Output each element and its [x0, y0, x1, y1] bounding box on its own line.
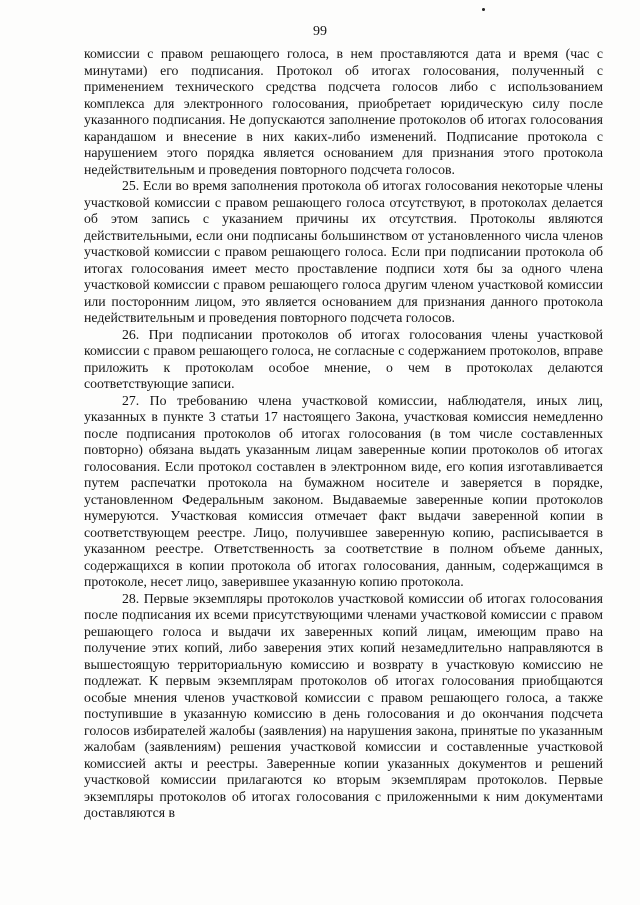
paragraph-item-28: 28. Первые экземпляры протоколов участковой комиссии об итогах голосования после подписания их всеми присутствующими членами участковой комиссии с правом решающего голоса и выдачи их заверенных копий лицам, имеющим право на получение этих копий, либо заверения этих копий незамедлительно направляются в вышестоящую территориальную комиссию и возврату в участковую комиссию не подлежат. К первым экземплярам протоколов об итогах голосования приобщаются особые мнения членов участковой комиссии с правом решающего голоса, а также поступившие в указанную комиссию в день голосования и до окончания подсчета голосов избирателей жалобы (заявления) на нарушения закона, принятые по указанным жалобам (заявлениям) решения участковой комиссии и составленные участковой комиссией акты и реестры. Заверенные копии указанных документов и решений участковой комиссии прилагаются ко вторым экземплярам протоколов. Первые экземпляры протоколов об итогах голосования с приложенными к ним документами доставляются в — [84, 590, 603, 820]
page-number: 99 — [313, 24, 327, 39]
scan-speck-mark — [482, 8, 485, 11]
paragraph-continuation: комиссии с правом решающего голоса, в нем проставляются дата и время (час с минутами) его подписания. Протокол об итогах голосования, полученный с применением технического средства подсчета голосов либо с использованием комплекса для электронного голосования, приобретает юридическую силу после указанного подписания. Не допускаются заполнение протоколов об итогах голосования карандашом и внесение в них каких-либо изменений. Подписание протокола с нарушением этого порядка является основанием для признания этого протокола недействительным и проведения повторного подсчета голосов. — [84, 46, 603, 177]
paragraph-item-27: 27. По требованию члена участковой комиссии, наблюдателя, иных лиц, указанных в пункте 3 статьи 17 настоящего Закона, участковая комиссия немедленно после подписания протоколов об итогах голосования (в том числе составленных повторно) обязана выдать указанным лицам заверенные копии протоколов об итогах голосования. Если протокол составлен в электронном виде, его копия изготавливается путем распечатки протокола на бумажном носителе и заверяется в порядке, установленном Федеральным законом. Выдаваемые заверенные копии протоколов нумеруются. Участковая комиссия отмечает факт выдачи заверенной копии в соответствующем реестре. Лицо, получившее заверенную копию, расписывается в указанном реестре. Ответственность за соответствие в полном объеме данных, содержащихся в копии протокола об итогах голосования, данным, содержащимся в протоколе, несет лицо, заверившее указанную копию протокола. — [84, 392, 603, 589]
paragraph-item-25: 25. Если во время заполнения протокола об итогах голосования некоторые члены участковой комиссии с правом решающего голоса отсутствуют, в протоколах делается об этом запись с указанием причины их отсутствия. Протоколы являются действительными, если они подписаны большинством от установленного числа членов участковой комиссии с правом решающего голоса. Если при подписании протокола об итогах голосования имеет место проставление подписи хотя бы за одного члена участковой комиссии с правом решающего голоса другим членом участковой комиссии или посторонним лицом, это является основанием для признания данного протокола недействительным и проведения повторного подсчета голосов. — [84, 178, 603, 325]
document-body — [84, 46, 603, 822]
paragraph-item-26: 26. При подписании протоколов об итогах голосования члены участковой комиссии с правом решающего голоса, не согласные с содержанием протоколов, вправе приложить к протоколам особое мнение, о чем в протоколах делаются соответствующие записи. — [84, 326, 603, 391]
